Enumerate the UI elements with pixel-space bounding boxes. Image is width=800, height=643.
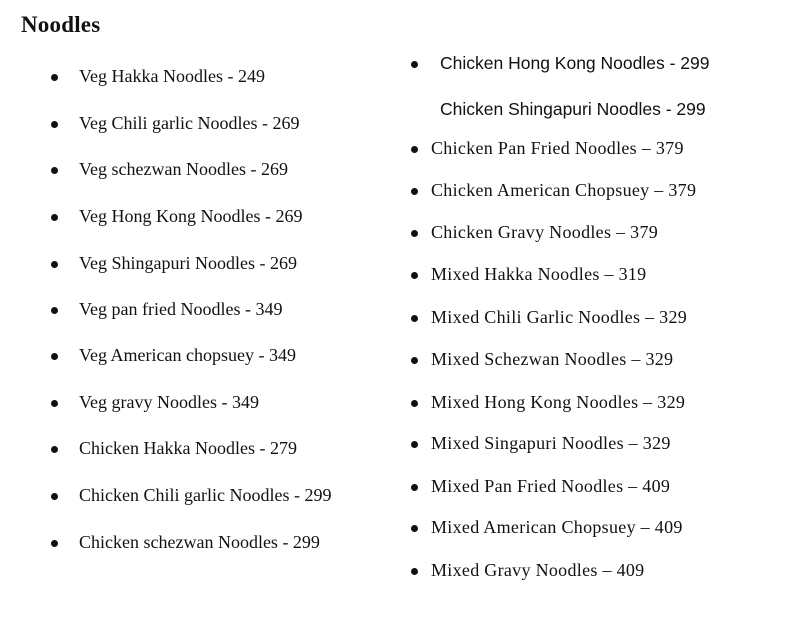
menu-item-text: Mixed American Chopsuey – 409: [431, 517, 683, 537]
menu-item-text: Veg Shingapuri Noodles - 269: [79, 253, 297, 273]
bullet-icon: [411, 146, 418, 153]
bullet-icon: [411, 230, 418, 237]
bullet-icon: [411, 315, 418, 322]
menu-item-text: Chicken Shingapuri Noodles - 299: [440, 99, 706, 119]
bullet-icon: [411, 357, 418, 364]
bullet-icon: [411, 568, 418, 575]
menu-item-text: Chicken American Chopsuey – 379: [431, 180, 697, 200]
bullet-icon: [411, 61, 418, 68]
menu-item-text: Mixed Singapuri Noodles – 329: [431, 433, 671, 453]
menu-item-text: Chicken Hong Kong Noodles - 299: [440, 53, 710, 73]
menu-item-text: Chicken Gravy Noodles – 379: [431, 222, 659, 242]
menu-item-text: Chicken Pan Fried Noodles – 379: [431, 138, 684, 158]
menu-item-text: Chicken Hakka Noodles - 279: [79, 438, 297, 458]
menu-item-text: Mixed Gravy Noodles – 409: [431, 560, 645, 580]
bullet-icon: [411, 272, 418, 279]
bullet-icon: [411, 484, 418, 491]
menu-item-text: Mixed Hong Kong Noodles – 329: [431, 392, 686, 412]
bullet-icon: [411, 400, 418, 407]
menu-item-text: Veg gravy Noodles - 349: [79, 392, 259, 412]
menu-item-text: Veg American chopsuey - 349: [79, 345, 296, 365]
menu-item-text: Chicken schezwan Noodles - 299: [79, 532, 320, 552]
menu-item-text: Chicken Chili garlic Noodles - 299: [79, 485, 332, 505]
menu-item-text: Veg Hakka Noodles - 249: [79, 66, 265, 86]
menu-item-text: Mixed Chili Garlic Noodles – 329: [431, 307, 688, 327]
menu-item-text: Mixed Pan Fried Noodles – 409: [431, 476, 671, 496]
menu-section-title: Noodles: [21, 12, 101, 37]
bullet-icon: [411, 188, 418, 195]
menu-item-text: Mixed Schezwan Noodles – 329: [431, 349, 674, 369]
menu-item-text: Veg Hong Kong Noodles - 269: [79, 206, 303, 226]
bullet-icon: [411, 441, 418, 448]
menu-item-text: Veg Chili garlic Noodles - 269: [79, 113, 300, 133]
bullet-icon: [411, 525, 418, 532]
menu-item-text: Veg pan fried Noodles - 349: [79, 299, 283, 319]
menu-item-text: Mixed Hakka Noodles – 319: [431, 264, 647, 284]
menu-item-text: Veg schezwan Noodles - 269: [79, 159, 288, 179]
